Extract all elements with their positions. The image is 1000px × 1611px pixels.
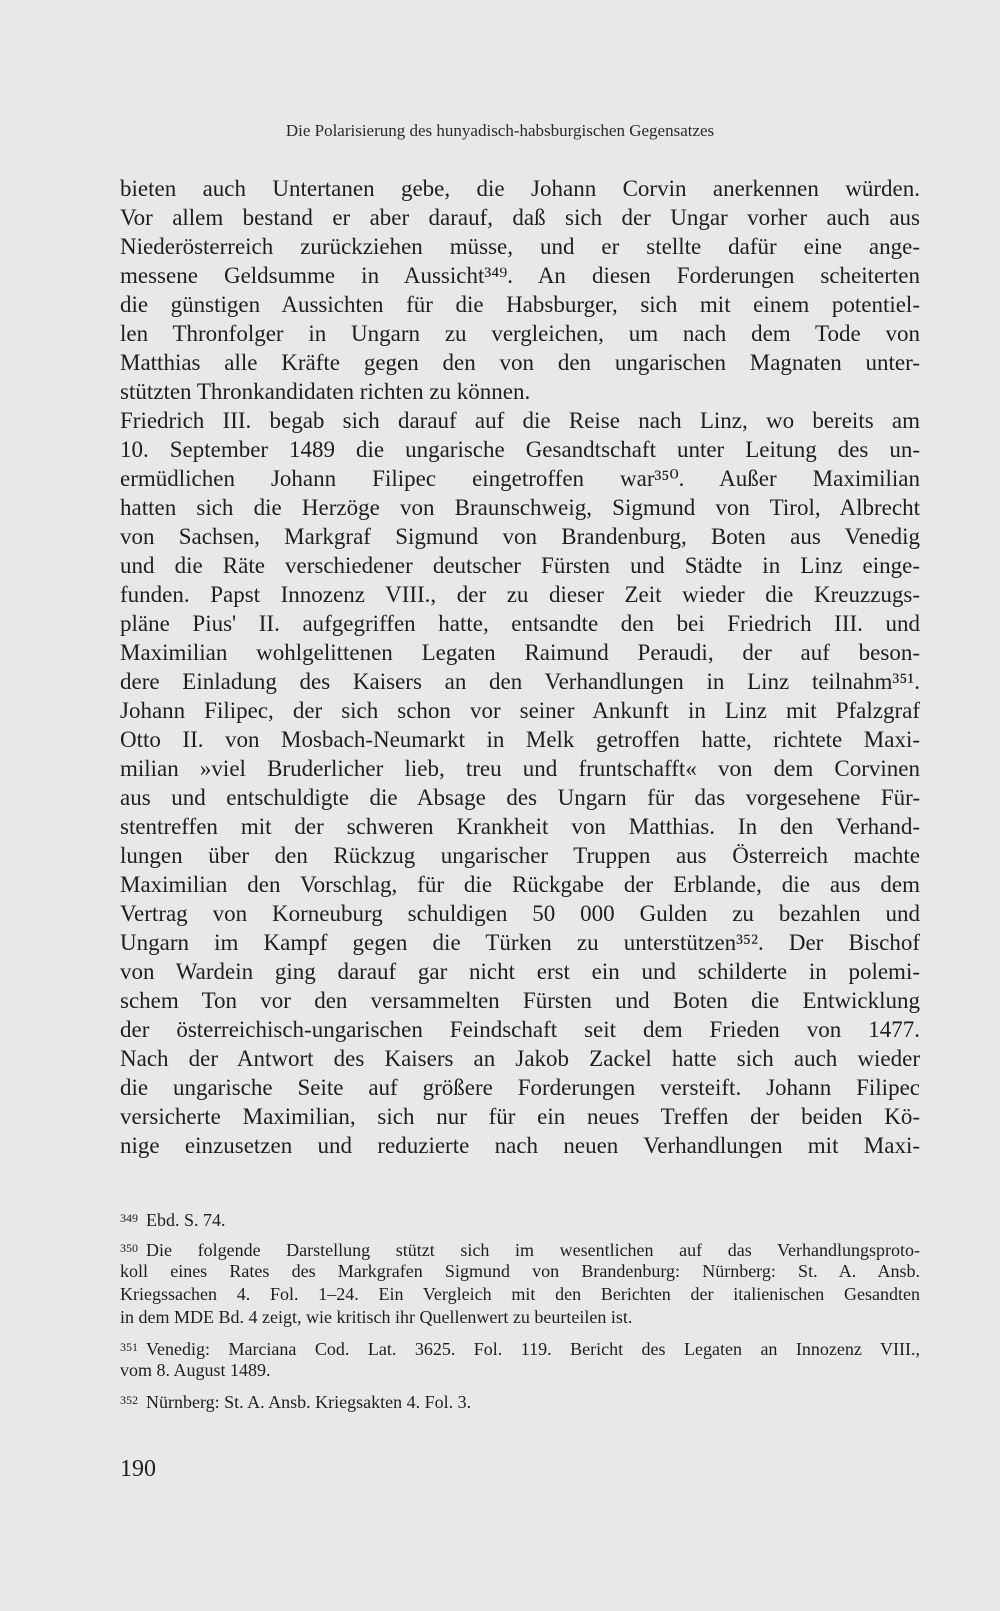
footnote-text: in dem MDE Bd. 4 zeigt, wie kritisch ihr Quellenwert zu beurteilen ist. <box>120 1307 633 1327</box>
body-line: nige einzusetzen und reduzierte nach neuen Verhandlungen mit Maxi- <box>120 1133 920 1158</box>
body-line: Ungarn im Kampf gegen die Türken zu unterstützen³⁵². Der Bischof <box>120 930 920 955</box>
body-line: Vertrag von Korneuburg schuldigen 50 000 Gulden zu bezahlen und <box>120 901 920 926</box>
body-line: hatten sich die Herzöge von Braunschweig, Sigmund von Tirol, Albrecht <box>120 495 920 520</box>
footnote-line <box>120 1283 920 1306</box>
body-line: die ungarische Seite auf größere Forderungen versteift. Johann Filipec <box>120 1075 920 1100</box>
footnote-text: Ebd. S. 74. <box>146 1210 226 1230</box>
footnotes <box>120 1207 920 1419</box>
footnote <box>120 1336 920 1382</box>
footnote-line <box>120 1260 920 1283</box>
body-line: die günstigen Aussichten für die Habsburger, sich mit einem potentiel- <box>120 292 920 317</box>
body-line: schem Ton vor den versammelten Fürsten und Boten die Entwicklung <box>120 988 920 1013</box>
body-line: Matthias alle Kräfte gegen den von den ungarischen Magnaten unter- <box>120 350 920 375</box>
body-line: der österreichisch-ungarischen Feindschaft seit dem Frieden von 1477. <box>120 1017 920 1042</box>
body-line: milian »viel Bruderlicher lieb, treu und fruntschafft« von dem Corvinen <box>120 756 920 781</box>
footnote-line <box>120 1359 920 1382</box>
footnote-text: vom 8. August 1489. <box>120 1360 271 1380</box>
body-line: Vor allem bestand er aber darauf, daß sich der Ungar vorher auch aus <box>120 205 920 230</box>
body-line: pläne Pius' II. aufgegriffen hatte, entsandte den bei Friedrich III. und <box>120 611 920 636</box>
footnote-number: 352 <box>120 1393 138 1407</box>
footnote-text: Nürnberg: St. A. Ansb. Kriegsakten 4. Fol. 3. <box>146 1392 472 1412</box>
body-line: funden. Papst Innozenz VIII., der zu dieser Zeit wieder die Kreuzzugs- <box>120 582 920 607</box>
body-line: Johann Filipec, der sich schon vor seiner Ankunft in Linz mit Pfalzgraf <box>120 698 920 723</box>
body-line: versicherte Maximilian, sich nur für ein neues Treffen der beiden Kö- <box>120 1104 920 1129</box>
footnote-number: 349 <box>120 1211 138 1225</box>
body-line: Otto II. von Mosbach-Neumarkt in Melk getroffen hatte, richtete Maxi- <box>120 727 920 752</box>
body-line: von Wardein ging darauf gar nicht erst ein und schilderte in polemi- <box>120 959 920 984</box>
footnote <box>120 1237 920 1329</box>
page-number: 190 <box>120 1456 156 1482</box>
footnote-text: Kriegssachen 4. Fol. 1–24. Ein Vergleich mit den Berichten der italienischen Gesandten <box>120 1284 920 1304</box>
body-line: lungen über den Rückzug ungarischer Truppen aus Österreich machte <box>120 843 920 868</box>
body-line: stentreffen mit der schweren Krankheit von Matthias. In den Verhand- <box>120 814 920 839</box>
body-line: und die Räte verschiedener deutscher Fürsten und Städte in Linz einge- <box>120 553 920 578</box>
footnote-number: 351 <box>120 1340 138 1354</box>
body-line: Nach der Antwort des Kaisers an Jakob Zackel hatte sich auch wieder <box>120 1046 920 1071</box>
body-text <box>120 174 920 1160</box>
footnote-text: Venedig: Marciana Cod. Lat. 3625. Fol. 119. Bericht des Legaten an Innozenz VIII., <box>146 1339 920 1359</box>
footnote-number: 350 <box>120 1241 138 1255</box>
body-line: von Sachsen, Markgraf Sigmund von Brandenburg, Boten aus Venedig <box>120 524 920 549</box>
footnote-line <box>120 1336 920 1359</box>
body-line: Friedrich III. begab sich darauf auf die Reise nach Linz, wo bereits am <box>120 408 920 433</box>
footnote-text: koll eines Rates des Markgrafen Sigmund von Brandenburg: Nürnberg: St. A. Ansb. <box>120 1261 920 1281</box>
body-line: Maximilian wohlgelittenen Legaten Raimund Peraudi, der auf beson- <box>120 640 920 665</box>
footnote-line <box>120 1306 920 1329</box>
running-head: Die Polarisierung des hunyadisch-habsburgischen Gegensatzes <box>285 121 715 140</box>
body-line: dere Einladung des Kaisers an den Verhandlungen in Linz teilnahm³⁵¹. <box>120 669 920 694</box>
body-line: ermüdlichen Johann Filipec eingetroffen war³⁵⁰. Außer Maximilian <box>120 466 920 491</box>
body-line: Maximilian den Vorschlag, für die Rückgabe der Erblande, die aus dem <box>120 872 920 897</box>
body-line: stützten Thronkandidaten richten zu können. <box>120 379 531 404</box>
footnote <box>120 1389 920 1412</box>
body-line: 10. September 1489 die ungarische Gesandtschaft unter Leitung des un- <box>120 437 920 462</box>
footnote-text: Die folgende Darstellung stützt sich im wesentlichen auf das Verhandlungsproto- <box>146 1240 920 1260</box>
body-line: aus und entschuldigte die Absage des Ungarn für das vorgesehene Für- <box>120 785 920 810</box>
footnote <box>120 1207 920 1230</box>
footnote-line <box>120 1389 920 1412</box>
footnote-line <box>120 1207 920 1230</box>
body-line: Niederösterreich zurückziehen müsse, und er stellte dafür eine ange- <box>120 234 920 259</box>
body-line: len Thronfolger in Ungarn zu vergleichen, um nach dem Tode von <box>120 321 920 346</box>
footnote-line <box>120 1237 920 1260</box>
body-line: bieten auch Untertanen gebe, die Johann Corvin anerkennen würden. <box>120 176 920 201</box>
body-line: messene Geldsumme in Aussicht³⁴⁹. An diesen Forderungen scheiterten <box>120 263 920 288</box>
